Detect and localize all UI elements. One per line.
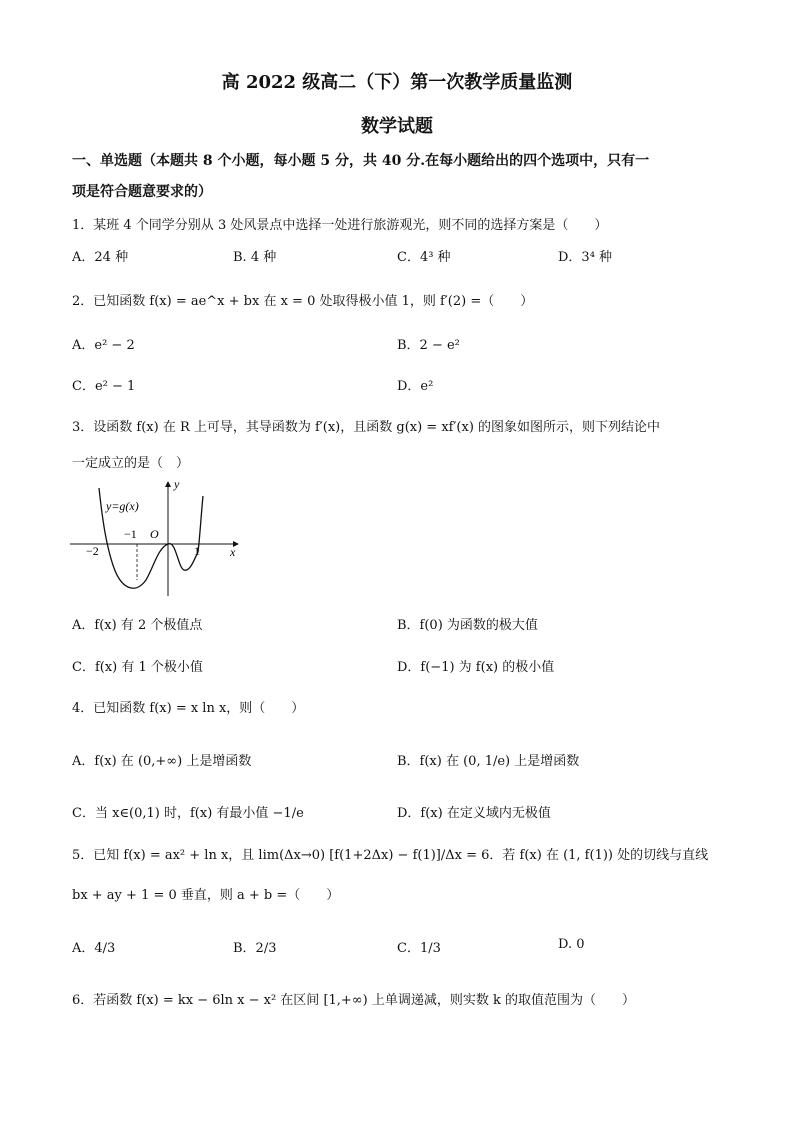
tick-label: −2 [86,544,99,558]
question-stem-line1: 3．设函数 f(x) 在 R 上可导，其导函数为 f′(x)，且函数 g(x) = xf′(x) 的图象如图所示，则下列结论中 [72,420,661,435]
option-d: D．f(x) 在定义域内无极值 [397,806,551,821]
exam-subtitle: 数学试题 [361,116,433,137]
origin-label: O [150,527,159,541]
question-stem-line2: 一定成立的是（ ） [72,456,190,471]
option-c: C．e² − 1 [72,379,136,394]
option-c: C．1/3 [397,941,441,956]
option-b: B．f(x) 在 (0, 1/e) 上是增函数 [397,754,580,769]
section-heading-line1: 一、单选题（本题共 8 个小题，每小题 5 分，共 40 分.在每小题给出的四个选项中，只有一 [72,153,650,169]
option-b: B．2/3 [233,941,277,956]
option-a: A．e² − 2 [72,338,135,353]
y-axis-label: y [174,477,180,491]
function-graph [66,476,246,600]
option-b: B. 4 种 [233,250,277,265]
x-axis-label: x [230,545,236,559]
option-c: C．f(x) 有 1 个极小值 [72,660,203,675]
question-stem: 4．已知函数 f(x) = x ln x，则（ ） [72,701,305,716]
option-a: A．24 种 [72,250,129,265]
question-stem-line2: bx + ay + 1 = 0 垂直，则 a + b =（ ） [72,888,340,903]
option-d: D．e² [397,379,434,394]
option-d: D. 0 [558,937,585,952]
option-d: D．f(−1) 为 f(x) 的极小值 [397,660,555,675]
option-b: B．2 − e² [397,338,460,353]
option-b: B．f(0) 为函数的极大值 [397,618,538,633]
question-stem: 1．某班 4 个同学分别从 3 处风景点中选择一处进行旅游观光，则不同的选择方案是（ ） [72,218,608,233]
section-heading-line2: 项是符合题意要求的） [72,184,212,200]
question-stem: 2．已知函数 f(x) = ae^x + bx 在 x = 0 处取得极小值 1，则 f′(2) =（ ） [72,294,534,309]
option-d: D．3⁴ 种 [558,250,613,265]
question-stem-line1: 5．已知 f(x) = ax² + ln x，且 lim(Δx→0) [f(1+2Δx) − f(1)]/Δx = 6．若 f(x) 在 (1, f(1)) 处的切线与直线 [72,848,709,863]
exam-title: 高 2022 级高二（下）第一次教学质量监测 [221,72,573,93]
option-a: A．f(x) 在 (0,+∞) 上是增函数 [72,754,252,769]
question-stem: 6．若函数 f(x) = kx − 6ln x − x² 在区间 [1,+∞) 上单调递减，则实数 k 的取值范围为（ ） [72,993,635,1008]
option-c: C．4³ 种 [397,250,451,265]
option-c: C．当 x∈(0,1) 时，f(x) 有最小值 −1/e [72,806,304,821]
option-a: A．4/3 [72,941,116,956]
option-a: A．f(x) 有 2 个极值点 [72,618,203,633]
tick-label: −1 [124,527,137,541]
tick-label: 1 [194,544,200,558]
curve-label: y=g(x) [106,499,139,513]
